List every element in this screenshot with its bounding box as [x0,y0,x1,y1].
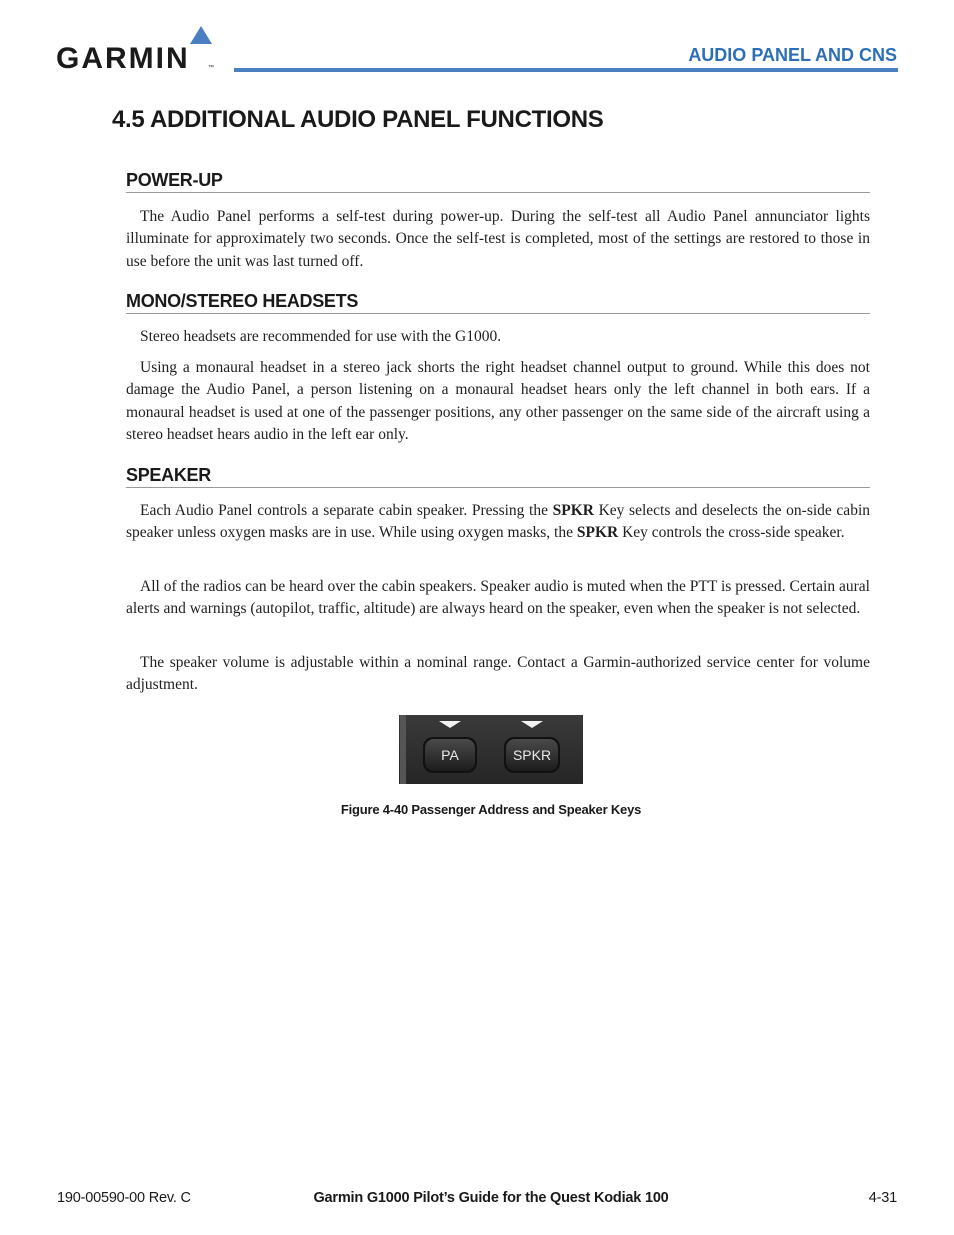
subheading-speaker: SPEAKER [126,464,870,488]
key-name: SPKR [552,502,594,519]
pa-key-label: PA [441,747,459,763]
figure-caption: Figure 4-40 Passenger Address and Speaker Keys [340,802,642,817]
footer-page-number: 4-31 [868,1190,897,1206]
paragraph: Each Audio Panel controls a separate cabin speaker. Pressing the SPKR Key selects and deselects the on-side cabin speaker unless oxygen masks are in use. While using oxygen masks, the SPKR Key controls the cross-side speaker. [126,502,870,542]
pa-key[interactable] [423,737,477,773]
footer-doc-number: 190-00590-00 Rev. C [57,1190,191,1206]
garmin-wordmark: GARMIN [56,42,190,75]
section-title: AUDIO PANEL AND CNS [688,45,897,65]
key-name: SPKR [576,524,619,542]
paragraph: All of the radios can be heard over the cabin speakers. Speaker audio is muted when the PTT is pressed. Certain aural alerts and warnings (autopilot, traffic, altitude) are always heard on the speaker, even when the speaker is not selected. [126,578,870,618]
subheading-power-up: POWER-UP [126,169,870,193]
spkr-key[interactable] [504,737,560,773]
chapter-heading: 4.5 ADDITIONAL AUDIO PANEL FUNCTIONS [112,106,604,133]
paragraph: The Audio Panel performs a self-test during power-up. During the self-test all Audio Panel annunciator lights illuminate for approximately two seconds. Once the self-test is completed, most of the settings are restored to those in use before the unit was last turned off. [126,208,870,270]
paragraph: Using a monaural headset in a stereo jack shorts the right headset channel output to ground. While this does not damage the Audio Panel, a person listening on a monaural headset hears only the left channel in both ears. If a monaural headset is used at one of the passenger positions, any other passenger on the same side of the aircraft using a stereo headset hears audio in the left ear only. [126,359,870,443]
spkr-key-label: SPKR [512,747,552,763]
garmin-triangle-icon [190,26,212,44]
paragraph: The speaker volume is adjustable within a nominal range. Contact a Garmin-authorized service center for volume adjustment. [126,654,870,694]
audio-keys-figure [399,715,583,784]
footer-title: Garmin G1000 Pilot’s Guide for the Quest Kodiak 100 [313,1190,669,1206]
header-rule [234,68,898,72]
subheading-mono-stereo: MONO/STEREO HEADSETS [126,290,870,314]
trademark: ™ [208,65,214,71]
garmin-logo [56,26,221,74]
paragraph: Stereo headsets are recommended for use with the G1000. [140,328,502,345]
